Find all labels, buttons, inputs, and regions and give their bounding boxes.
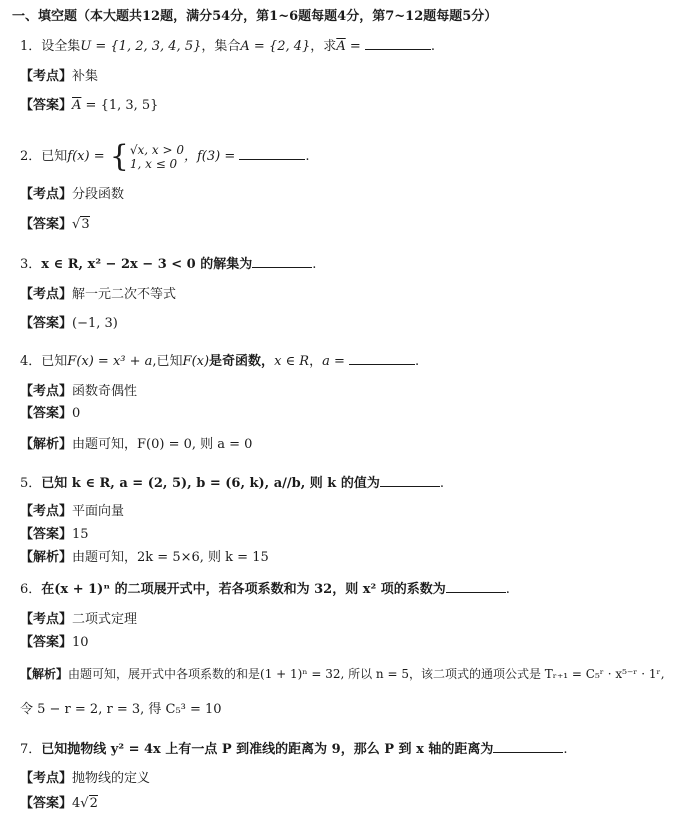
question-number: 2．	[20, 149, 42, 164]
question-7	[20, 740, 694, 759]
answer-1	[20, 97, 694, 115]
answer-blank	[493, 740, 563, 753]
jiexi-4	[20, 436, 694, 454]
question-4	[20, 352, 694, 371]
kaodian-label: 【考点】	[20, 287, 73, 302]
question-text: 已知抛物线 y² = 4x 上有一点 P 到准线的距离为 9，那么 P 到 x 轴的距离为	[41, 742, 494, 757]
answer-blank	[446, 580, 506, 593]
function-name: F(x)	[182, 354, 210, 369]
question-number: 6．	[20, 582, 42, 597]
question-text: 是奇函数，	[209, 354, 275, 369]
jiexi-5	[20, 549, 694, 567]
answer-text: 4	[72, 796, 81, 811]
kaodian-3	[20, 286, 694, 304]
answer-2	[20, 216, 694, 234]
question-tail: .	[505, 582, 510, 597]
question-tail: .	[430, 39, 436, 54]
question-number: 3．	[20, 257, 42, 272]
answer-set-symbol: $\overline{A}$	[72, 98, 82, 113]
question-text: 已知	[41, 354, 68, 369]
answer-text: (−1, 3)	[72, 316, 118, 331]
question-text: 在(x + 1)ⁿ 的二项展开式中，若各项系数和为 32，则 x² 项的系数为	[41, 582, 446, 597]
question-text: ,已知	[152, 354, 183, 369]
jiexi-text: 由题可知，2k = 5×6, 则 k = 15	[72, 550, 269, 565]
question-1	[20, 37, 694, 56]
question-text: ，求	[310, 39, 337, 54]
question-3	[20, 255, 694, 274]
question-number: 7．	[20, 742, 42, 757]
question-tail: .	[439, 476, 444, 491]
jiexi-label: 【解析】	[20, 667, 69, 681]
jiexi-text: 由题可知，展开式中各项系数的和是(1 + 1)ⁿ = 32, 所以 n = 5，该二项式的通项公式是 Tᵣ₊₁ = C₅ʳ · x⁵⁻ʳ · 1ʳ,	[68, 667, 665, 681]
answer-label: 【答案】	[20, 406, 73, 421]
jiexi-text: 由题可知，F(0) = 0, 则 a = 0	[72, 437, 253, 452]
complement-a: $\overline{A}$	[336, 39, 346, 54]
question-number: 1．	[20, 39, 42, 54]
sqrt-icon: √	[72, 217, 81, 232]
piecewise-case-2: 1, x ≤ 0	[129, 156, 178, 171]
set-u: U = {1, 2, 3, 4, 5}	[80, 39, 202, 54]
left-brace-icon: {	[109, 138, 129, 174]
kaodian-text: 函数奇偶性	[72, 384, 138, 399]
answer-text: 0	[72, 406, 81, 421]
question-tail: .	[305, 149, 310, 164]
question-text: ，集合	[201, 39, 241, 54]
answer-label: 【答案】	[20, 316, 73, 331]
kaodian-5	[20, 503, 694, 521]
answer-text: 15	[72, 527, 89, 542]
set-a: A = {2, 4}	[240, 39, 311, 54]
answer-text: 2	[89, 796, 98, 811]
kaodian-label: 【考点】	[20, 504, 73, 519]
question-text: ，f(3) =	[183, 149, 240, 164]
kaodian-4	[20, 383, 694, 401]
sqrt-icon: √	[80, 796, 89, 811]
kaodian-label: 【考点】	[20, 384, 73, 399]
question-text: =	[345, 39, 365, 54]
kaodian-text: 分段函数	[72, 187, 125, 202]
kaodian-text: 解一元二次不等式	[72, 287, 177, 302]
question-text: 设全集	[41, 39, 81, 54]
section-header: 一、填空题（本大题共12题，满分54分，第1~6题每题4分，第7~12题每题5分）	[12, 9, 498, 24]
answer-6	[20, 634, 694, 652]
question-text: 已知	[41, 149, 68, 164]
jiexi-6	[20, 665, 694, 683]
answer-label: 【答案】	[20, 98, 73, 113]
kaodian-text: 二项式定理	[72, 612, 138, 627]
piecewise-case-1: √x, x > 0	[129, 142, 184, 157]
kaodian-6	[20, 611, 694, 629]
kaodian-text: 平面向量	[72, 504, 125, 519]
jiexi-6-line-2	[20, 701, 694, 719]
piecewise-definition	[109, 138, 184, 174]
kaodian-label: 【考点】	[20, 69, 73, 84]
answer-7	[20, 795, 694, 813]
answer-5	[20, 526, 694, 544]
domain-condition: x ∈ R	[274, 354, 310, 369]
answer-blank	[252, 255, 312, 268]
answer-text: 10	[72, 635, 89, 650]
answer-blank	[365, 37, 431, 50]
question-text: ，	[309, 354, 323, 369]
question-tail: .	[563, 742, 568, 757]
function-expression: F(x) = x³ + a	[67, 354, 153, 369]
answer-blank	[349, 352, 415, 365]
question-text: 已知 k ∈ R, a = (2, 5), b = (6, k), a//b, 则 k 的值为	[41, 476, 380, 491]
kaodian-text: 抛物线的定义	[72, 771, 151, 786]
kaodian-label: 【考点】	[20, 612, 73, 627]
jiexi-label: 【解析】	[20, 437, 73, 452]
kaodian-7	[20, 770, 694, 788]
kaodian-1	[20, 68, 694, 86]
answer-blank	[380, 474, 440, 487]
answer-blank	[239, 147, 305, 160]
variable-a: a =	[322, 354, 350, 369]
answer-label: 【答案】	[20, 217, 73, 232]
question-tail: .	[312, 257, 317, 272]
answer-text: = {1, 3, 5}	[81, 98, 159, 113]
kaodian-text: 补集	[72, 69, 99, 84]
question-5	[20, 474, 694, 493]
jiexi-text: 令 5 − r = 2, r = 3, 得 C₅³ = 10	[20, 702, 222, 717]
kaodian-2	[20, 186, 694, 204]
kaodian-label: 【考点】	[20, 187, 73, 202]
question-number: 4．	[20, 354, 42, 369]
question-6	[20, 580, 694, 599]
answer-label: 【答案】	[20, 796, 73, 811]
question-tail: .	[415, 354, 420, 369]
question-2	[20, 140, 694, 174]
kaodian-label: 【考点】	[20, 771, 73, 786]
answer-3	[20, 315, 694, 333]
function-name: f(x) =	[67, 149, 109, 164]
jiexi-label: 【解析】	[20, 550, 73, 565]
answer-4	[20, 405, 694, 423]
question-text: x ∈ R, x² − 2x − 3 < 0 的解集为	[41, 257, 253, 272]
answer-text: 3	[81, 217, 90, 232]
answer-label: 【答案】	[20, 527, 73, 542]
question-number: 5．	[20, 476, 42, 491]
answer-label: 【答案】	[20, 635, 73, 650]
